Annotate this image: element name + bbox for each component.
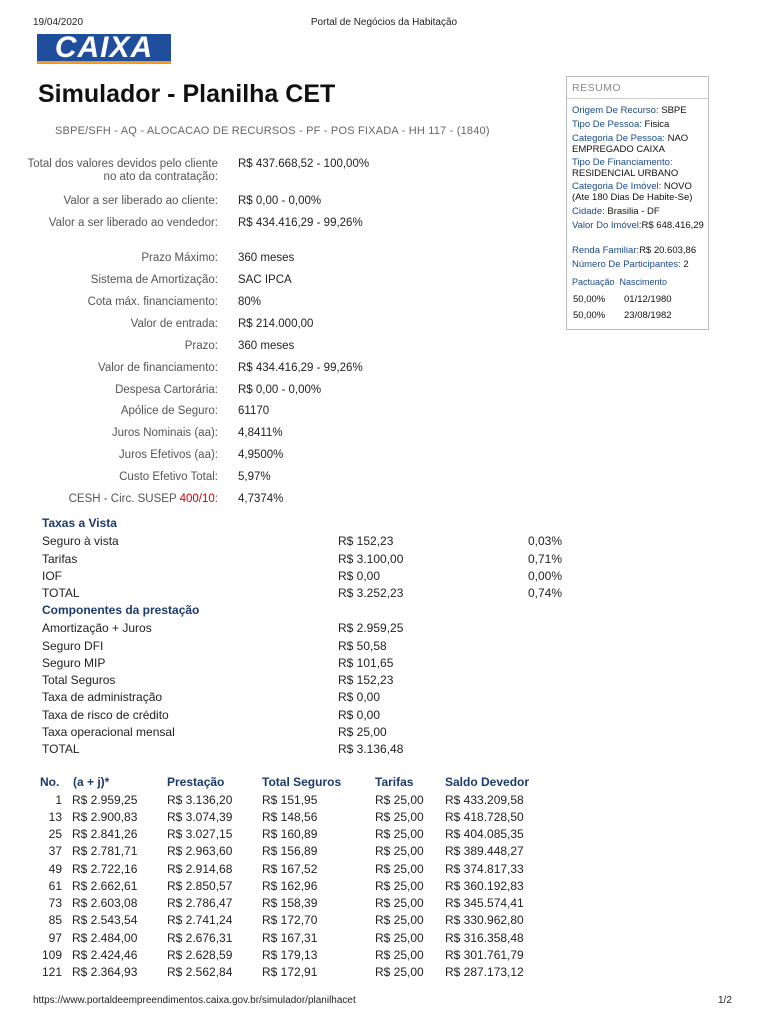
cell-total-seguros: R$ 148,56 (262, 810, 318, 824)
cell-prestacao: R$ 2.786,47 (167, 896, 233, 910)
component-name: Seguro MIP (42, 656, 106, 670)
component-name: Taxa de administração (42, 690, 163, 704)
cell-tarifas: R$ 25,00 (375, 810, 424, 824)
table-row (0, 862, 560, 879)
summary-label (18, 493, 218, 506)
cell-prestacao: R$ 2.676,31 (167, 931, 233, 945)
participants-header (572, 277, 667, 287)
cell-tarifas: R$ 25,00 (375, 913, 424, 927)
cell-no: 61 (48, 879, 62, 893)
cell-tarifas: R$ 25,00 (375, 896, 424, 910)
caixa-logo: CAIXA (37, 34, 171, 64)
cell-no: 73 (48, 896, 62, 910)
cell-saldo-devedor: R$ 360.192,83 (445, 879, 524, 893)
table-row (0, 948, 560, 965)
cell-tarifas: R$ 25,00 (375, 879, 424, 893)
fee-name: TOTAL (42, 586, 80, 600)
fee-name: IOF (42, 569, 62, 583)
cell-prestacao: R$ 3.027,15 (167, 827, 233, 841)
resumo-key: Tipo De Financiamento: (572, 157, 673, 168)
resumo-value: Fisica (641, 119, 670, 130)
resumo-value: 2 (680, 259, 689, 270)
cell-prestacao: R$ 3.136,20 (167, 793, 233, 807)
table-row (0, 965, 560, 982)
cell-saldo-devedor: R$ 389.448,27 (445, 844, 524, 858)
cell-tarifas: R$ 25,00 (375, 862, 424, 876)
summary-label: Valor de financiamento: (98, 362, 218, 374)
summary-label: Custo Efetivo Total: (119, 471, 218, 483)
resumo-key: Categoria De Pessoa: (572, 133, 665, 144)
component-name: Taxa de risco de crédito (42, 708, 169, 722)
cell-amort-juros: R$ 2.662,61 (72, 879, 138, 893)
cell-amort-juros: R$ 2.484,00 (72, 931, 138, 945)
cell-amort-juros: R$ 2.364,93 (72, 965, 138, 979)
fee-pct: 0,00% (527, 569, 562, 583)
participant-birthdate: 01/12/1980 (624, 294, 672, 305)
resumo-key: Renda Familiar: (572, 245, 640, 256)
component-name: Total Seguros (42, 673, 116, 687)
cell-tarifas: R$ 25,00 (375, 931, 424, 945)
resumo-tipo-pessoa (572, 120, 706, 131)
summary-value: R$ 214.000,00 (238, 318, 314, 330)
participant-birthdate: 23/08/1982 (624, 310, 672, 321)
summary-label: Despesa Cartorária: (115, 384, 218, 396)
cell-tarifas: R$ 25,00 (375, 793, 424, 807)
summary-value: 360 meses (238, 340, 295, 352)
summary-label: Valor a ser liberado ao vendedor: (48, 217, 218, 229)
table-row (0, 827, 560, 844)
col-header-total-seguros: Total Seguros (262, 775, 342, 789)
resumo-value: Brasilia - DF (604, 206, 660, 217)
cell-total-seguros: R$ 162,96 (262, 879, 318, 893)
summary-label: Sistema de Amortização: (90, 274, 218, 286)
cell-saldo-devedor: R$ 433.209,58 (445, 793, 524, 807)
cell-total-seguros: R$ 167,52 (262, 862, 318, 876)
summary-label: Juros Nominais (aa): (111, 427, 218, 439)
summary-label: Total dos valores devidos pelo cliente no ato da contratação: (27, 158, 218, 183)
resumo-valor-imovel (572, 221, 706, 232)
cell-amort-juros: R$ 2.722,16 (72, 862, 138, 876)
cell-no: 25 (48, 827, 62, 841)
col-header-prestacao: Prestação (167, 775, 225, 789)
component-value: R$ 25,00 (338, 725, 387, 739)
print-date: 19/04/2020 (33, 17, 84, 28)
component-row (42, 708, 562, 725)
summary-label: Prazo Máximo: (141, 252, 218, 264)
resumo-value: R$ 20.603,86 (639, 245, 697, 256)
summary-label: Cota máx. financiamento: (87, 296, 218, 308)
resumo-key: Categoria De Imóvel: (572, 181, 662, 192)
cesh-label-prefix: CESH - Circ. SUSEP (68, 493, 180, 505)
summary-label: Apólice de Seguro: (120, 405, 218, 417)
cell-total-seguros: R$ 156,89 (262, 844, 318, 858)
col-header-no: No. (40, 775, 60, 789)
cell-amort-juros: R$ 2.424,46 (72, 948, 138, 962)
table-row (0, 810, 560, 827)
fee-value: R$ 0,00 (338, 569, 381, 583)
fee-row (42, 586, 562, 603)
table-row (0, 896, 560, 913)
component-value: R$ 2.959,25 (338, 621, 404, 635)
summary-value: R$ 0,00 - 0,00% (238, 384, 322, 396)
col-header-amort-juros: (a + j)* (73, 775, 110, 789)
cell-total-seguros: R$ 172,70 (262, 913, 318, 927)
resumo-cidade (572, 207, 706, 218)
page-number: 1/2 (718, 995, 732, 1006)
cell-amort-juros: R$ 2.900,83 (72, 810, 138, 824)
fee-pct: 0,03% (527, 534, 562, 548)
cell-saldo-devedor: R$ 301.761,79 (445, 948, 524, 962)
fee-name: Tarifas (42, 552, 78, 566)
table-row (0, 931, 560, 948)
table-row (0, 844, 560, 861)
component-value: R$ 0,00 (338, 708, 381, 722)
cell-no: 37 (48, 844, 62, 858)
resumo-origem (572, 106, 706, 117)
cell-amort-juros: R$ 2.543,54 (72, 913, 138, 927)
cell-saldo-devedor: R$ 287.173,12 (445, 965, 524, 979)
component-value: R$ 3.136,48 (338, 742, 404, 756)
component-row (42, 621, 562, 638)
cell-no: 85 (48, 913, 62, 927)
cell-saldo-devedor: R$ 374.817,33 (445, 862, 524, 876)
component-name: TOTAL (42, 742, 80, 756)
component-row (42, 656, 562, 673)
cell-total-seguros: R$ 151,95 (262, 793, 318, 807)
summary-value: R$ 437.668,52 - 100,00% (238, 158, 370, 170)
table-row (0, 879, 560, 896)
resumo-title: RESUMO (567, 77, 708, 99)
component-row (42, 725, 562, 742)
fee-value: R$ 3.100,00 (338, 552, 404, 566)
component-value: R$ 152,23 (338, 673, 394, 687)
cell-no: 109 (41, 948, 62, 962)
component-row (42, 690, 562, 707)
cell-saldo-devedor: R$ 330.962,80 (445, 913, 524, 927)
cell-no: 121 (41, 965, 62, 979)
component-value: R$ 50,58 (338, 639, 387, 653)
resumo-categoria-pessoa (572, 134, 706, 155)
cell-saldo-devedor: R$ 345.574,41 (445, 896, 524, 910)
table-row (0, 793, 560, 810)
summary-value: R$ 434.416,29 - 99,26% (238, 362, 363, 374)
cell-prestacao: R$ 2.914,68 (167, 862, 233, 876)
component-name: Seguro DFI (42, 639, 104, 653)
cell-prestacao: R$ 2.741,24 (167, 913, 233, 927)
resumo-key: Origem De Recurso: (572, 105, 659, 116)
component-row (42, 639, 562, 656)
section-taxas-vista-title: Taxas a Vista (42, 516, 117, 530)
print-header-title: Portal de Negócios da Habitação (310, 17, 458, 28)
cell-prestacao: R$ 3.074,39 (167, 810, 233, 824)
summary-label: Valor de entrada: (130, 318, 218, 330)
cell-amort-juros: R$ 2.841,26 (72, 827, 138, 841)
summary-value: R$ 434.416,29 - 99,26% (238, 217, 363, 229)
susep-circular-link[interactable]: 400/10 (179, 493, 215, 505)
resumo-key: Cidade: (572, 206, 605, 217)
fee-row (42, 569, 562, 586)
fee-name: Seguro à vista (42, 534, 119, 548)
component-name: Amortização + Juros (42, 621, 152, 635)
resumo-value: RESIDENCIAL URBANO (572, 167, 679, 179)
cesh-label-suffix: : (214, 493, 218, 505)
resumo-value: NOVO (Ate 180 Dias De Habite-Se) (572, 181, 693, 203)
summary-value: SAC IPCA (238, 274, 292, 286)
summary-value: 61170 (238, 405, 270, 417)
resumo-participantes (572, 260, 706, 271)
summary-label: Valor a ser liberado ao cliente: (63, 195, 218, 207)
cell-prestacao: R$ 2.963,60 (167, 844, 233, 858)
cell-total-seguros: R$ 158,39 (262, 896, 318, 910)
cell-tarifas: R$ 25,00 (375, 948, 424, 962)
cell-no: 13 (48, 810, 62, 824)
print-footer-url: https://www.portaldeempreendimentos.caixa.gov.br/simulador/planilhacet (33, 995, 356, 1006)
resumo-value: SBPE (658, 105, 687, 116)
cell-total-seguros: R$ 160,89 (262, 827, 318, 841)
component-row (42, 742, 562, 759)
cell-no: 49 (48, 862, 62, 876)
cell-no: 1 (55, 793, 62, 807)
fee-value: R$ 152,23 (338, 534, 394, 548)
summary-value: 360 meses (238, 252, 295, 264)
component-row (42, 673, 562, 690)
component-name: Taxa operacional mensal (42, 725, 175, 739)
summary-label: Prazo: (184, 340, 218, 352)
cell-total-seguros: R$ 179,13 (262, 948, 318, 962)
page-title: Simulador - Planilha CET (38, 80, 336, 108)
cell-total-seguros: R$ 167,31 (262, 931, 318, 945)
resumo-key: Valor Do Imóvel: (572, 220, 642, 231)
summary-value: 4,8411% (238, 427, 283, 439)
cell-tarifas: R$ 25,00 (375, 844, 424, 858)
summary-value: 4,7374% (238, 493, 284, 505)
resumo-tipo-financiamento (572, 158, 706, 179)
cell-prestacao: R$ 2.850,57 (167, 879, 233, 893)
cell-prestacao: R$ 2.562,84 (167, 965, 233, 979)
summary-value: 80% (238, 296, 262, 308)
cell-tarifas: R$ 25,00 (375, 827, 424, 841)
cell-saldo-devedor: R$ 316.358,48 (445, 931, 524, 945)
component-value: R$ 0,00 (338, 690, 381, 704)
col-header-tarifas: Tarifas (375, 775, 414, 789)
fee-row (42, 534, 562, 551)
cell-total-seguros: R$ 172,91 (262, 965, 318, 979)
summary-value: R$ 0,00 - 0,00% (238, 195, 322, 207)
cell-amort-juros: R$ 2.781,71 (72, 844, 138, 858)
cell-saldo-devedor: R$ 404.085,35 (445, 827, 524, 841)
col-header-saldo-devedor: Saldo Devedor (445, 775, 530, 789)
table-row (0, 913, 560, 930)
resumo-value: NAO EMPREGADO CAIXA (572, 133, 689, 155)
resumo-categoria-imovel (572, 182, 706, 203)
summary-value: 5,97% (238, 471, 271, 483)
col-nascimento: Nascimento (619, 277, 668, 287)
summary-value: 4,9500% (238, 449, 284, 461)
participant-pct: 50,00% (573, 310, 606, 321)
col-pactuacao: Pactuação (572, 277, 615, 287)
resumo-value: R$ 648.416,29 (641, 220, 704, 231)
summary-label: Juros Efetivos (aa): (118, 449, 218, 461)
fee-pct: 0,71% (527, 552, 562, 566)
cell-no: 97 (48, 931, 62, 945)
fee-row (42, 552, 562, 569)
component-value: R$ 101,65 (338, 656, 394, 670)
resumo-key: Tipo De Pessoa: (572, 119, 642, 130)
section-componentes-title: Componentes da prestação (42, 603, 200, 617)
resumo-panel (566, 76, 709, 330)
participant-pct: 50,00% (573, 294, 606, 305)
fee-pct: 0,74% (527, 586, 562, 600)
resumo-renda (572, 246, 706, 257)
cell-amort-juros: R$ 2.603,08 (72, 896, 138, 910)
cell-tarifas: R$ 25,00 (375, 965, 424, 979)
cell-saldo-devedor: R$ 418.728,50 (445, 810, 524, 824)
cell-amort-juros: R$ 2.959,25 (72, 793, 138, 807)
resumo-key: Número De Participantes: (572, 259, 681, 270)
fee-value: R$ 3.252,23 (338, 586, 404, 600)
page-subtitle: SBPE/SFH - AQ - ALOCACAO DE RECURSOS - PF - POS FIXADA - HH 117 - (1840) (55, 125, 490, 137)
cell-prestacao: R$ 2.628,59 (167, 948, 233, 962)
